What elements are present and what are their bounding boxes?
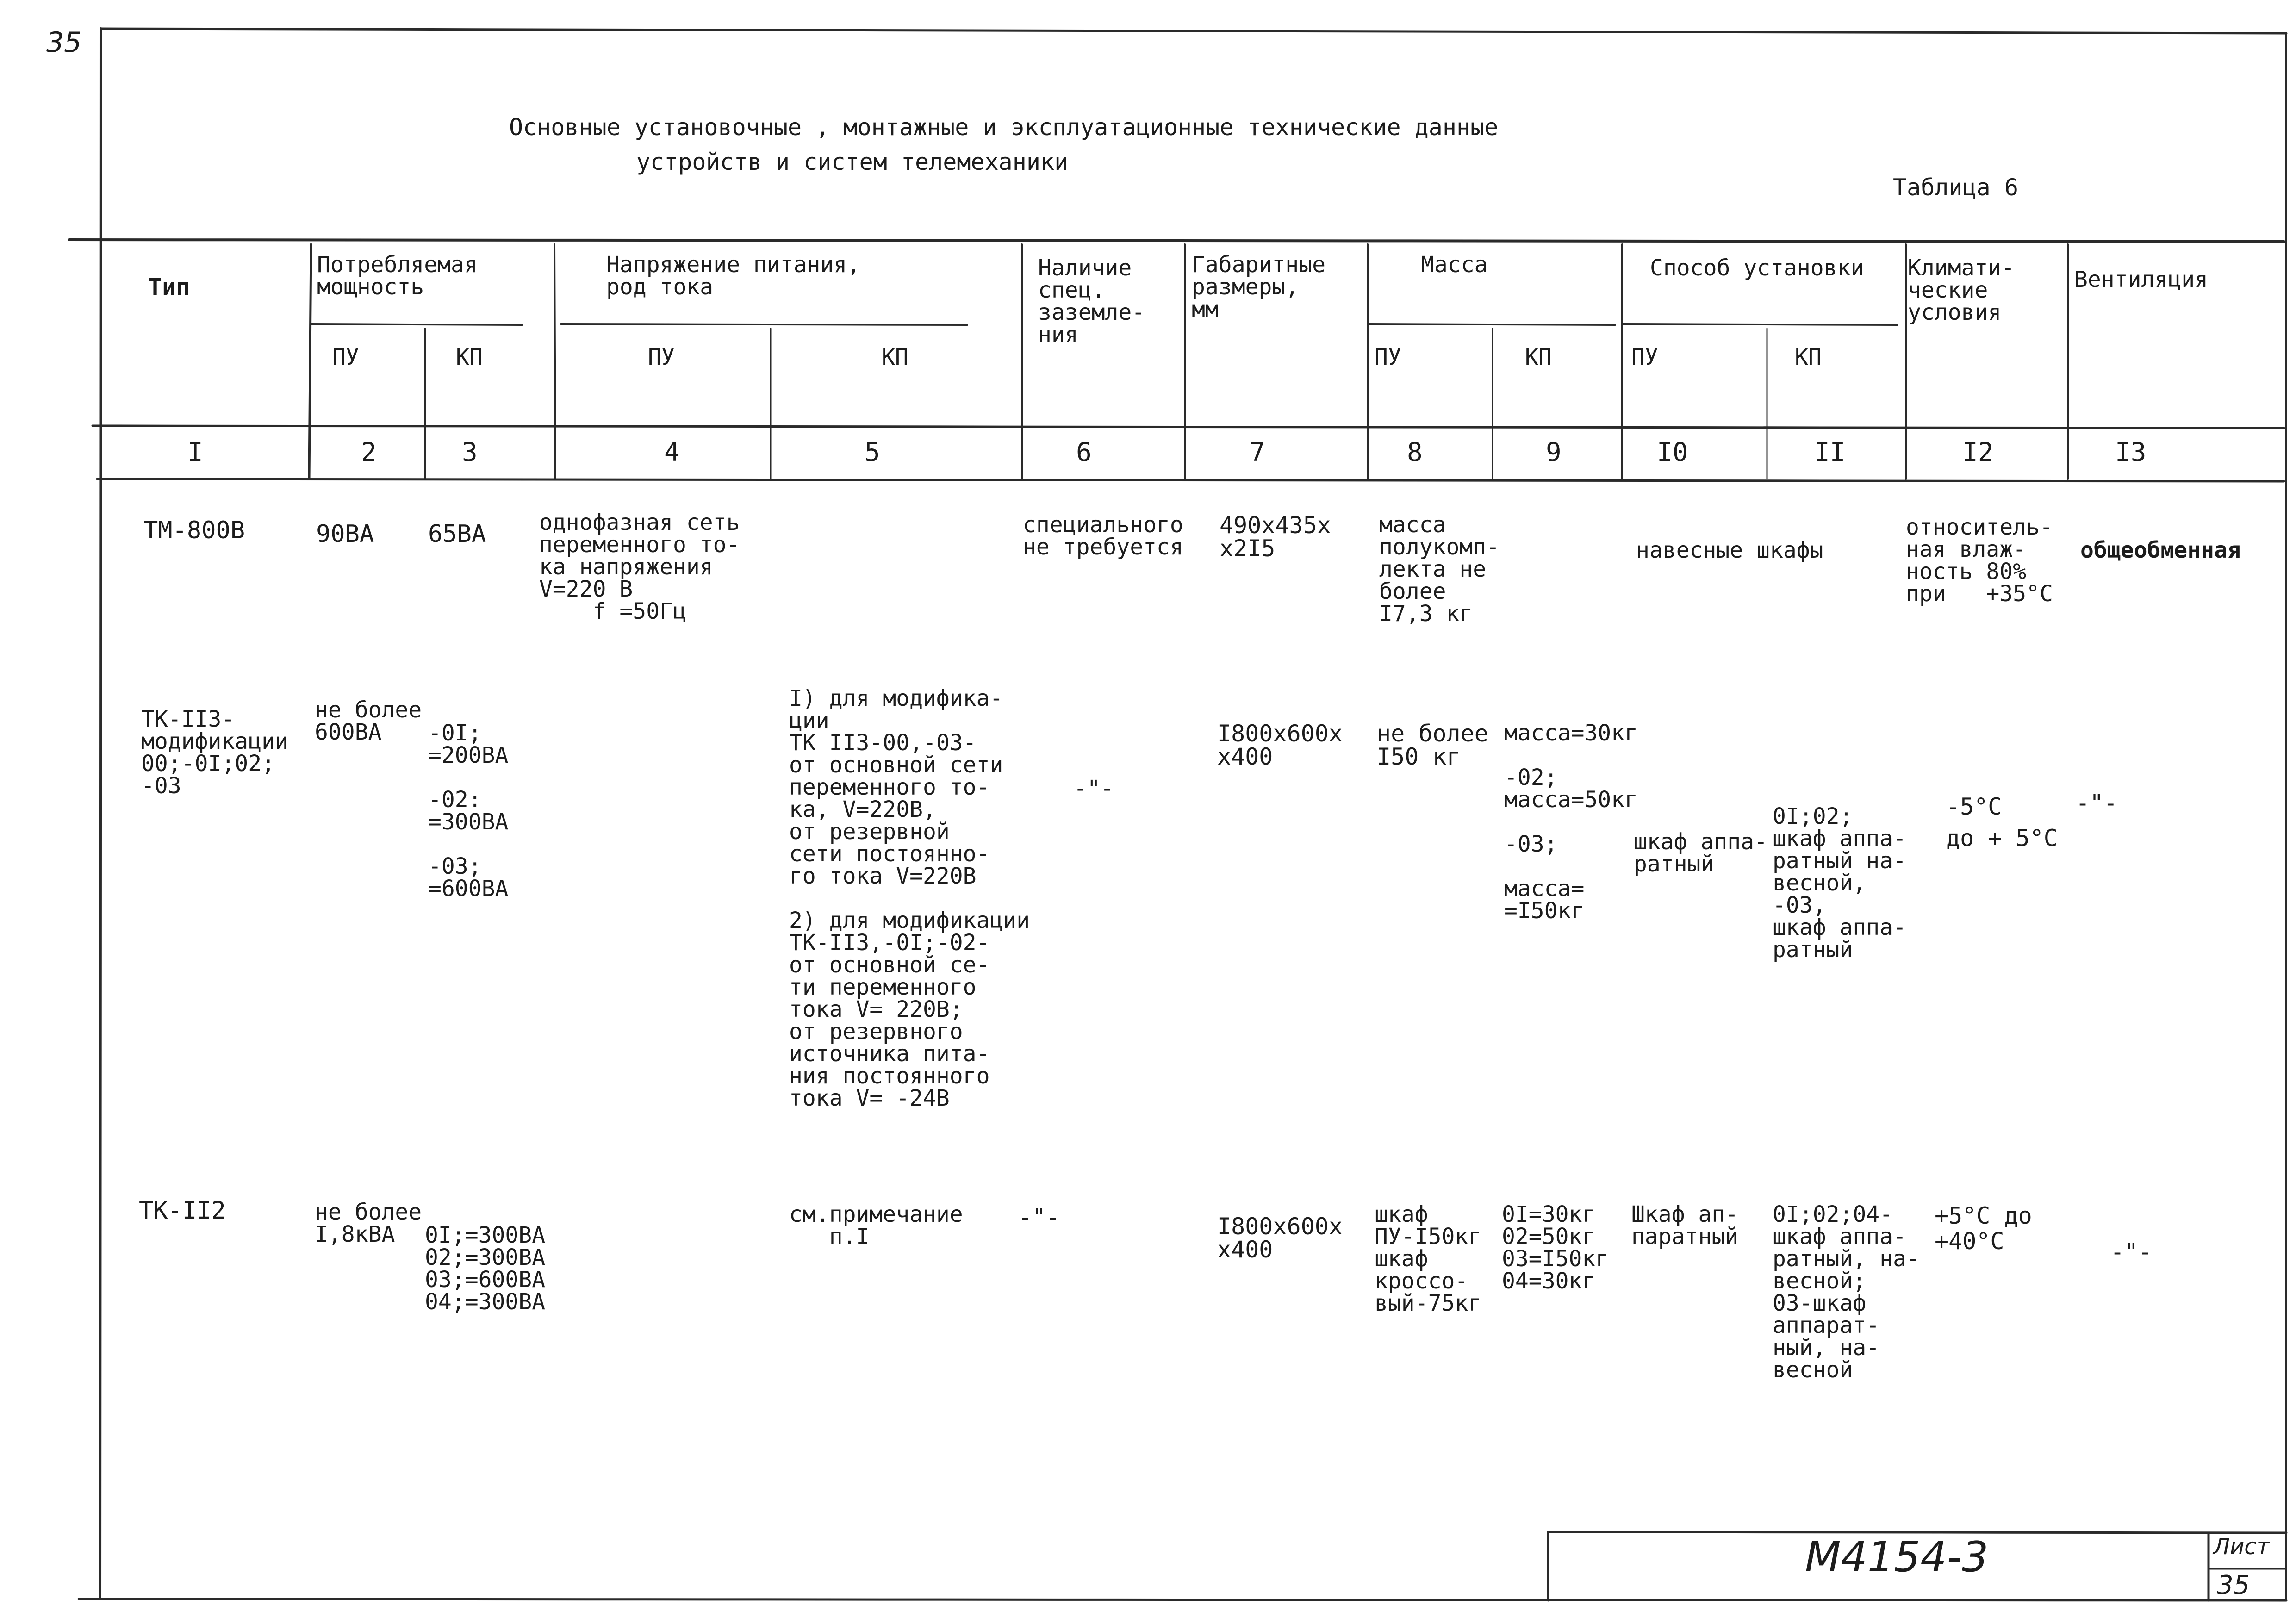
subheader-power-kp: КП — [456, 344, 483, 370]
row1-grounding: специального не требуется — [1023, 512, 1183, 560]
header-type: Тип — [148, 274, 190, 300]
row2-mass-kp: масса=30кг -02; масса=50кг -03; масса= =I50кг — [1504, 720, 1638, 924]
column-number: I3 — [2115, 437, 2147, 467]
row3-power-pu: не более I,8кВА — [315, 1199, 422, 1247]
column-number: 4 — [664, 437, 680, 467]
header-voltage: Напряжение питания, род тока — [606, 252, 861, 300]
row2-install-kp: 0I;02; шкаф аппа- ратный на- весной, -03, шкаф аппа- ратный — [1773, 803, 1906, 963]
table-label: Таблица 6 — [1893, 174, 2018, 201]
row3-voltage-kp: см.примечание п.I — [789, 1201, 963, 1250]
row3-install-pu: Шкаф ап- паратный — [1631, 1201, 1739, 1250]
row3-grounding: -"- — [1018, 1204, 1060, 1231]
header-grounding: Наличие спец. заземле- ния — [1038, 255, 1145, 348]
column-number: 3 — [462, 437, 478, 467]
row1-voltage-pu: однофазная сеть переменного то- ка напряжения V=220 В f =50Гц — [539, 510, 740, 624]
row3-dimensions: I800х600х х400 — [1217, 1213, 1343, 1263]
row2-dimensions: I800х600х х400 — [1217, 720, 1343, 770]
column-number: 2 — [361, 437, 377, 467]
row2-install-pu: шкаф аппа- ратный — [1634, 829, 1767, 877]
subheader-voltage-pu: ПУ — [648, 344, 675, 370]
page-mark: 35 — [46, 26, 82, 59]
column-number: I0 — [1657, 437, 1688, 467]
row3-climate: +5°С до +40°С — [1935, 1202, 2032, 1255]
page-title-line1: Основные установочные , монтажные и эксплуатационные технические данные — [509, 114, 1499, 141]
row2-grounding: -"- — [1074, 776, 1114, 802]
row1-ventilation: общеобменная — [2080, 537, 2241, 563]
row3-power-kp: 0I;=300ВА 02;=300ВА 03;=600ВА 04;=300ВА — [425, 1222, 546, 1315]
sheet-label: Лист — [2213, 1534, 2270, 1560]
row1-power-kp: 65ВА — [428, 520, 486, 548]
page-title-line2: устройств и систем телемеханики — [636, 149, 1069, 175]
column-number: II — [1814, 437, 1846, 467]
header-mass: Масса — [1421, 252, 1488, 278]
header-ventilation: Вентиляция — [2074, 267, 2208, 292]
subheader-voltage-kp: КП — [882, 344, 908, 370]
row1-install: навесные шкафы — [1636, 537, 1823, 563]
row3-install-kp: 0I;02;04- шкаф аппа- ратный, на- весной; 03-шкаф аппарат- ный, на- весной — [1773, 1201, 1920, 1383]
row1-power-pu: 90ВА — [316, 520, 374, 548]
row1-dimensions: 490х435х х2I5 — [1220, 512, 1331, 562]
row1-climate: относитель- ная влаж- ность 80% при +35°С — [1906, 514, 2053, 607]
subheader-install-kp: КП — [1795, 344, 1822, 370]
subheader-power-pu: ПУ — [332, 344, 359, 370]
header-power: Потребляемая мощность — [317, 252, 478, 300]
row2-voltage-kp: I) для модифика- ции ТК II3-00,-03- от основной сети переменного то- ка, V=220В, от резервной сети постоянно- го тока V=220В 2) для модификации ТК-II3,-0I;-02- от основной се- ти переменного тока V= 220В; от резервного источника пита- ния постоянного тока V= -24В — [789, 685, 1030, 1111]
row3-mass-kp: 0I=30кг 02=50кг 03=I50кг 04=30кг — [1502, 1201, 1609, 1294]
header-dimensions: Габаритные размеры, мм — [1192, 252, 1325, 322]
row2-mass-pu: не более I50 кг — [1377, 720, 1488, 770]
row3-type: ТК-II2 — [139, 1197, 226, 1225]
column-number: I — [187, 437, 203, 467]
column-number: 5 — [865, 437, 880, 467]
document-code: М4154-3 — [1805, 1533, 1989, 1581]
row1-type: ТМ-800В — [143, 516, 245, 544]
column-number: 7 — [1250, 437, 1265, 467]
column-number: 8 — [1407, 437, 1423, 467]
row2-ventilation: -"- — [2076, 790, 2118, 816]
subheader-install-pu: ПУ — [1631, 344, 1658, 370]
column-number: 6 — [1076, 437, 1092, 467]
subheader-mass-pu: ПУ — [1375, 344, 1401, 370]
row3-mass-pu: шкаф ПУ-I50кг шкаф кроссо- вый-75кг — [1375, 1201, 1482, 1316]
row3-ventilation: -"- — [2110, 1238, 2153, 1265]
header-install: Способ установки — [1650, 255, 1864, 281]
row1-mass-pu: масса полукомп- лекта не более I7,3 кг — [1379, 512, 1500, 627]
row2-climate: -5°С до + 5°С — [1946, 793, 2058, 852]
header-climate: Климати- ческие условия — [1908, 255, 2015, 325]
row2-type: ТК-II3- модификации 00;-0I;02; -03 — [141, 706, 288, 799]
subheader-mass-kp: КП — [1525, 344, 1552, 370]
column-number: 9 — [1546, 437, 1562, 467]
row2-power-pu: не более 600ВА — [315, 697, 422, 745]
sheet-number: 35 — [2217, 1570, 2250, 1600]
column-number: I2 — [1962, 437, 1994, 467]
row2-power-kp: -0I; =200ВА -02: =300ВА -03; =600ВА — [428, 720, 509, 902]
